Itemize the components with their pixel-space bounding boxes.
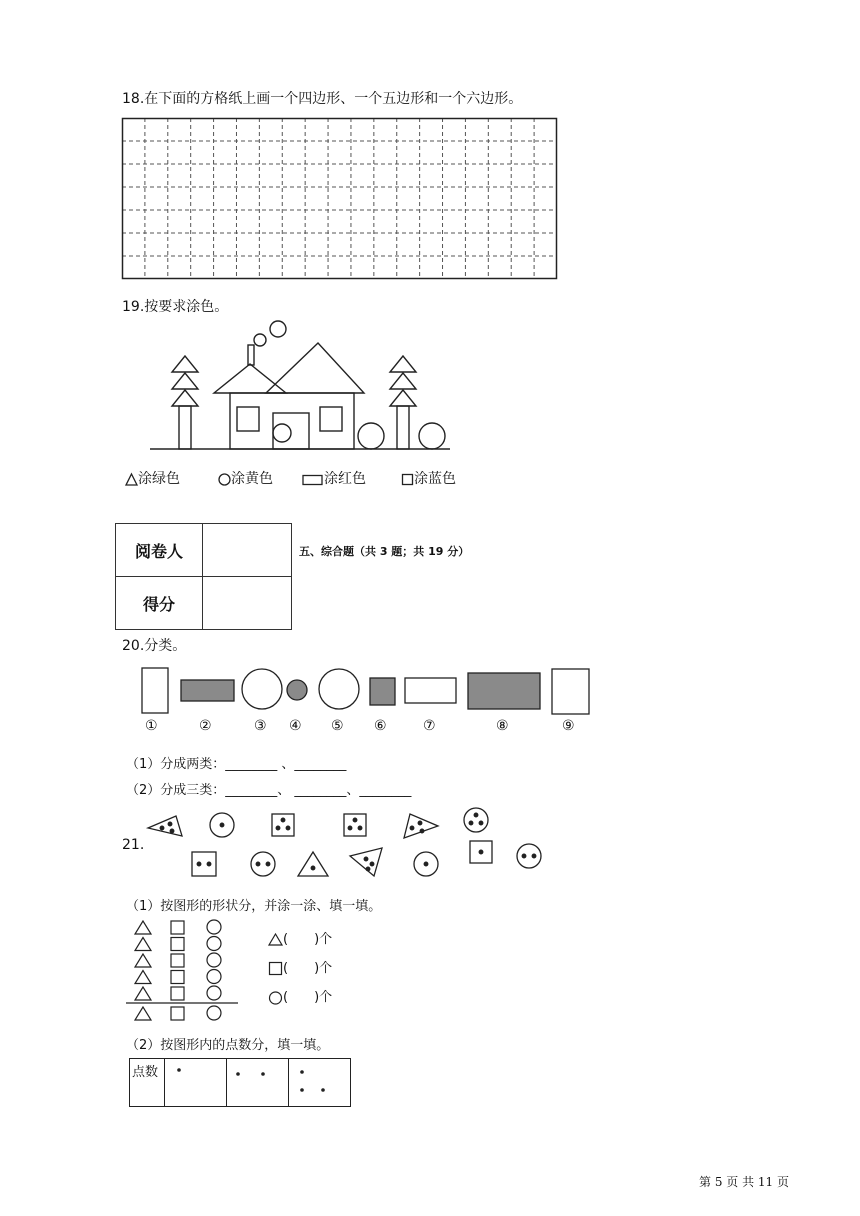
- circle-icon: [218, 473, 231, 486]
- legend-item-circle: [218, 468, 273, 488]
- q20-part2[interactable]: （2）分成三类：________、 ________、________: [126, 783, 412, 798]
- two-dots-icon: [227, 1059, 288, 1104]
- grid-paper[interactable]: [122, 118, 558, 280]
- triangle-icon[interactable]: [135, 921, 151, 934]
- dot-cell-three[interactable]: [289, 1059, 351, 1107]
- dot-count-header: 点数: [130, 1059, 165, 1107]
- count-row-text: ( )个: [283, 990, 333, 1005]
- count-row-text: ( )个: [283, 932, 333, 947]
- legend-label-circle: 涂黄色: [231, 471, 273, 487]
- shape-count-columns[interactable]: [126, 918, 238, 1024]
- circle-icon[interactable]: [207, 953, 221, 967]
- shape-number: ②: [199, 718, 212, 734]
- shape-number: ⑤: [331, 718, 344, 734]
- square-icon: [268, 962, 283, 975]
- triangle-icon: [268, 933, 283, 946]
- q21-part1: （1）按图形的形状分，并涂一涂、填一填。: [126, 899, 382, 914]
- color-legend: [125, 468, 505, 490]
- shape-number: ④: [289, 718, 302, 734]
- shape-number: ①: [145, 718, 158, 734]
- shape-number: ⑦: [423, 718, 436, 734]
- circle-icon[interactable]: [207, 986, 221, 1000]
- square-icon[interactable]: [171, 954, 184, 967]
- shape-number: ⑥: [374, 718, 387, 734]
- count-row-triangle[interactable]: [268, 928, 332, 947]
- shape-numbers: [138, 718, 598, 740]
- circle-icon: [268, 991, 283, 1005]
- q20-part1[interactable]: （1）分成两类：________ 、________: [126, 757, 347, 772]
- square-icon[interactable]: [171, 938, 184, 951]
- q19-prompt: 19.按要求涂色。: [122, 299, 229, 315]
- q21-part2: （2）按图形内的点数分，填一填。: [126, 1038, 330, 1053]
- triangle-icon[interactable]: [135, 971, 151, 984]
- three-dots-icon: [289, 1059, 350, 1104]
- shapes-row-figure: [138, 664, 598, 716]
- shape-number: ③: [254, 718, 267, 734]
- page-footer: 第 5 页 共 11 页: [699, 1175, 789, 1189]
- q18-prompt: 18.在下面的方格纸上画一个四边形、一个五边形和一个六边形。: [122, 91, 523, 107]
- score-cell[interactable]: [203, 577, 292, 630]
- one-dot-icon: [165, 1059, 226, 1104]
- legend-label-rectangle: 涂红色: [324, 471, 366, 487]
- shape-count-rows: [268, 928, 368, 1012]
- square-icon[interactable]: [171, 987, 184, 1000]
- shape-number: ⑨: [562, 718, 575, 734]
- count-row-circle[interactable]: [268, 986, 332, 1005]
- legend-label-square: 涂蓝色: [414, 471, 456, 487]
- square-icon: [401, 473, 414, 486]
- house-scene-figure: [150, 318, 450, 454]
- circle-icon[interactable]: [207, 937, 221, 951]
- legend-item-triangle: [125, 468, 180, 488]
- reviewer-cell[interactable]: [203, 524, 292, 577]
- section-title: 五、综合题（共 3 题；共 19 分）: [299, 545, 470, 558]
- shape-number: ⑧: [496, 718, 509, 734]
- count-row-text: ( )个: [283, 961, 333, 976]
- square-icon[interactable]: [171, 921, 184, 934]
- dot-cell-one[interactable]: [165, 1059, 227, 1107]
- triangle-icon: [125, 473, 138, 486]
- dotted-shapes-figure: [140, 806, 550, 882]
- q20-prompt: 20.分类。: [122, 638, 187, 654]
- square-icon[interactable]: [171, 971, 184, 984]
- circle-icon[interactable]: [207, 920, 221, 934]
- reviewer-label: 阅卷人: [116, 524, 203, 577]
- legend-label-triangle: 涂绿色: [138, 471, 180, 487]
- dot-count-table[interactable]: [129, 1058, 351, 1107]
- count-row-square[interactable]: [268, 957, 332, 976]
- circle-icon[interactable]: [207, 970, 221, 984]
- legend-item-square: [401, 468, 456, 488]
- q21-label: 21.: [122, 837, 145, 853]
- triangle-icon[interactable]: [135, 938, 151, 951]
- score-box: [115, 523, 292, 630]
- triangle-icon[interactable]: [135, 954, 151, 967]
- legend-item-rectangle: [302, 468, 366, 488]
- rectangle-icon: [302, 473, 324, 486]
- dot-cell-two[interactable]: [227, 1059, 289, 1107]
- score-label: 得分: [116, 577, 203, 630]
- triangle-icon[interactable]: [135, 987, 151, 1000]
